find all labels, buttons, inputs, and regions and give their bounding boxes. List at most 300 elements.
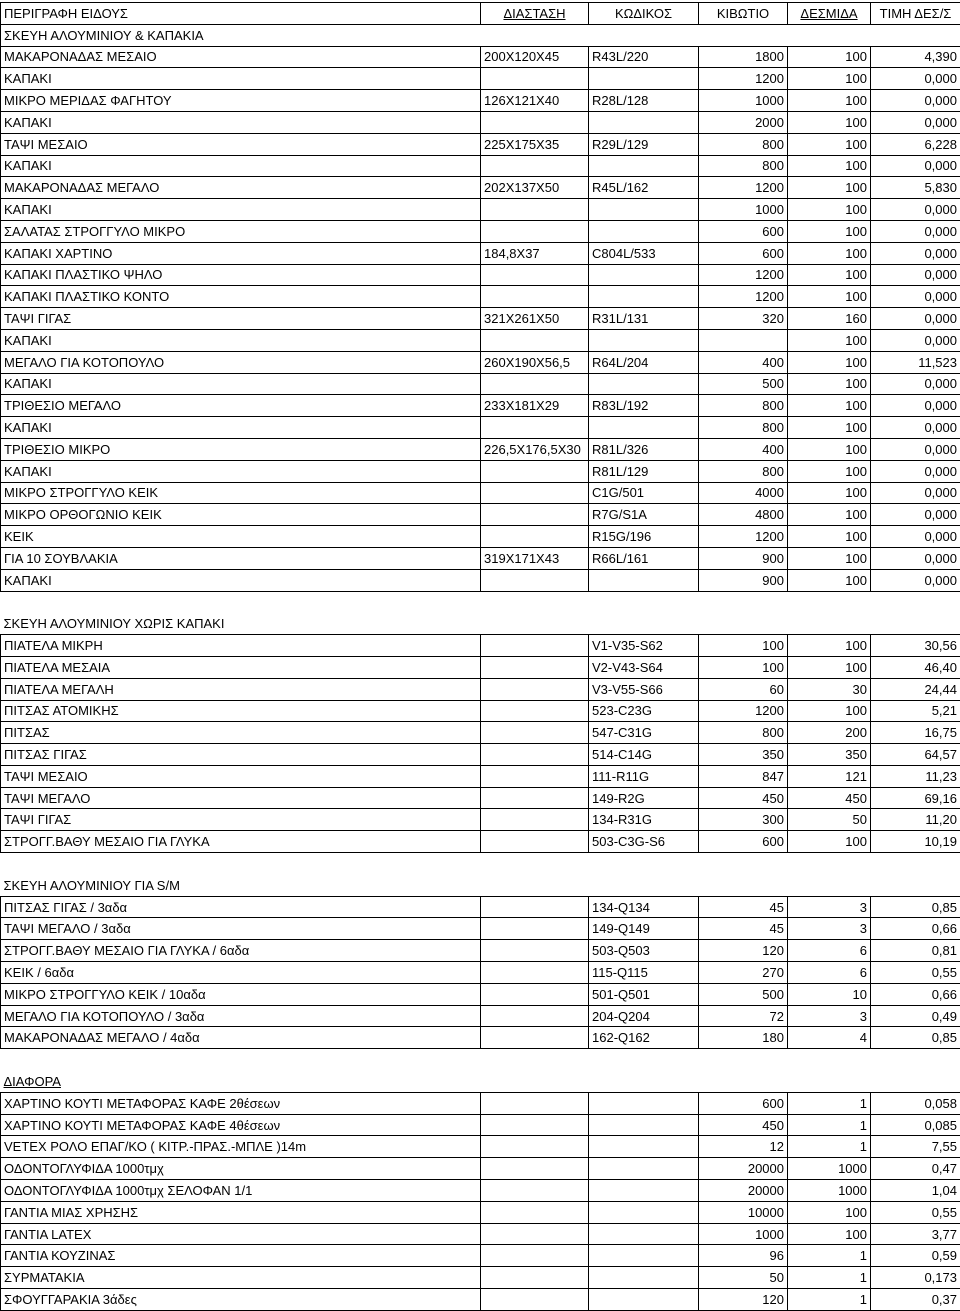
item-description: ΧΑΡΤΙΝΟ ΚΟΥΤΙ ΜΕΤΑΦΟΡΑΣ ΚΑΦΕ 4θέσεων	[1, 1114, 481, 1136]
item-bundle: 121	[788, 765, 871, 787]
item-bundle: 100	[788, 569, 871, 591]
item-description: ΜΕΓΑΛΟ ΓΙΑ ΚΟΤΟΠΟΥΛΟ / 3αδα	[1, 1005, 481, 1027]
table-row	[1, 286, 960, 308]
item-dimension	[481, 700, 589, 722]
table-row	[1, 1005, 960, 1027]
table-row	[1, 700, 960, 722]
table-row	[1, 896, 960, 918]
item-bundle: 3	[788, 918, 871, 940]
item-dimension	[481, 155, 589, 177]
item-price: 0,49	[871, 1005, 960, 1027]
item-price: 7,55	[871, 1136, 960, 1158]
item-description: ΜΑΚΑΡΟΝΑΔΑΣ ΜΕΓΑΛΟ / 4αδα	[1, 1027, 481, 1049]
item-price: 0,000	[871, 438, 960, 460]
item-code	[589, 1289, 699, 1311]
item-description: ΟΔΟΝΤΟΓΛΥΦΙΔΑ 1000τμχ ΣΕΛΟΦΑΝ 1/1	[1, 1180, 481, 1202]
table-row	[1, 809, 960, 831]
item-code: 514-C14G	[589, 744, 699, 766]
item-box: 1200	[699, 177, 788, 199]
item-bundle: 1	[788, 1136, 871, 1158]
item-dimension	[481, 744, 589, 766]
item-description: ΚΑΠΑΚΙ ΠΛΑΣΤΙΚΟ ΨΗΛΟ	[1, 264, 481, 286]
item-dimension: 200Χ120Χ45	[481, 46, 589, 68]
table-row	[1, 678, 960, 700]
item-dimension	[481, 264, 589, 286]
item-code: V3-V55-S66	[589, 678, 699, 700]
section-title: ΣΚΕΥΗ ΑΛΟΥΜΙΝΙΟΥ ΧΩΡΙΣ ΚΑΠΑΚΙ	[1, 613, 960, 635]
item-code	[589, 329, 699, 351]
item-price: 11,523	[871, 351, 960, 373]
item-code	[589, 220, 699, 242]
item-code	[589, 1180, 699, 1202]
item-price: 0,000	[871, 329, 960, 351]
item-price: 0,058	[871, 1092, 960, 1114]
spacer-cell	[871, 1049, 960, 1071]
item-price: 30,56	[871, 635, 960, 657]
item-description: ΚΑΠΑΚΙ	[1, 417, 481, 439]
item-box: 800	[699, 417, 788, 439]
item-bundle: 100	[788, 1201, 871, 1223]
item-price: 46,40	[871, 656, 960, 678]
item-box: 1200	[699, 264, 788, 286]
item-code: 204-Q204	[589, 1005, 699, 1027]
item-price: 11,23	[871, 765, 960, 787]
item-dimension	[481, 504, 589, 526]
item-description: ΠΙΤΣΑΣ ΓΙΓΑΣ	[1, 744, 481, 766]
item-dimension	[481, 220, 589, 242]
item-code: R15G/196	[589, 526, 699, 548]
item-code	[589, 1092, 699, 1114]
item-bundle: 100	[788, 242, 871, 264]
item-dimension	[481, 962, 589, 984]
item-code: 501-Q501	[589, 983, 699, 1005]
header-box: ΚΙΒΩΤΙΟ	[699, 3, 788, 25]
item-bundle: 1	[788, 1114, 871, 1136]
item-bundle: 100	[788, 351, 871, 373]
table-row	[1, 940, 960, 962]
item-description: ΚΑΠΑΚΙ	[1, 569, 481, 591]
item-bundle: 1	[788, 1267, 871, 1289]
table-row	[1, 547, 960, 569]
table-row	[1, 329, 960, 351]
item-box: 60	[699, 678, 788, 700]
table-row	[1, 656, 960, 678]
item-description: ΣΤΡΟΓΓ.ΒΑΘΥ ΜΕΣΑΙΟ ΓΙΑ ΓΛΥΚΑ	[1, 831, 481, 853]
item-box: 20000	[699, 1180, 788, 1202]
item-description: ΓΙΑ 10 ΣΟΥΒΛΑΚΙΑ	[1, 547, 481, 569]
section-title: ΔΙΑΦΟΡΑ	[1, 1071, 960, 1093]
item-bundle: 160	[788, 308, 871, 330]
item-code: R64L/204	[589, 351, 699, 373]
item-price: 0,000	[871, 220, 960, 242]
item-bundle: 100	[788, 90, 871, 112]
header-description: ΠΕΡΙΓΡΑΦΗ ΕΙΔΟΥΣ	[1, 3, 481, 25]
section-title-row	[1, 874, 960, 896]
item-description: ΚΑΠΑΚΙ	[1, 460, 481, 482]
item-code: 115-Q115	[589, 962, 699, 984]
table-row	[1, 395, 960, 417]
item-box: 900	[699, 547, 788, 569]
item-bundle: 100	[788, 547, 871, 569]
item-code: 503-Q503	[589, 940, 699, 962]
price-list-table	[0, 2, 960, 1311]
table-row	[1, 1158, 960, 1180]
item-box: 100	[699, 635, 788, 657]
spacer-cell	[788, 1049, 871, 1071]
item-price: 0,085	[871, 1114, 960, 1136]
item-box: 50	[699, 1267, 788, 1289]
item-description: ΠΙΤΣΑΣ ΑΤΟΜΙΚΗΣ	[1, 700, 481, 722]
item-bundle: 100	[788, 417, 871, 439]
table-row	[1, 199, 960, 221]
item-dimension	[481, 1223, 589, 1245]
item-bundle: 100	[788, 504, 871, 526]
item-code: R81L/129	[589, 460, 699, 482]
item-bundle: 100	[788, 133, 871, 155]
item-box: 1200	[699, 526, 788, 548]
item-dimension	[481, 722, 589, 744]
item-code: C1G/501	[589, 482, 699, 504]
item-bundle: 30	[788, 678, 871, 700]
section-title-row	[1, 613, 960, 635]
item-price: 0,55	[871, 962, 960, 984]
item-description: ΣΑΛΑΤΑΣ ΣΤΡΟΓΓΥΛΟ ΜΙΚΡΟ	[1, 220, 481, 242]
item-bundle: 6	[788, 940, 871, 962]
item-box: 4000	[699, 482, 788, 504]
table-row	[1, 722, 960, 744]
item-price: 5,21	[871, 700, 960, 722]
item-price: 16,75	[871, 722, 960, 744]
table-row	[1, 1201, 960, 1223]
table-row	[1, 504, 960, 526]
item-price: 5,830	[871, 177, 960, 199]
item-code	[589, 1267, 699, 1289]
spacer-cell	[871, 853, 960, 875]
item-box: 2000	[699, 111, 788, 133]
item-price: 3,77	[871, 1223, 960, 1245]
section-title-row	[1, 24, 960, 46]
spacer-cell	[871, 591, 960, 613]
table-row	[1, 635, 960, 657]
item-bundle: 1	[788, 1092, 871, 1114]
item-box: 1000	[699, 90, 788, 112]
table-row	[1, 46, 960, 68]
item-box: 600	[699, 242, 788, 264]
item-dimension: 321X261X50	[481, 308, 589, 330]
item-code	[589, 264, 699, 286]
item-description: ΜΕΓΑΛΟ ΓΙΑ ΚΟΤΟΠΟΥΛΟ	[1, 351, 481, 373]
item-box: 270	[699, 962, 788, 984]
item-box: 400	[699, 351, 788, 373]
item-box: 600	[699, 831, 788, 853]
item-box: 800	[699, 722, 788, 744]
section-spacer	[1, 853, 960, 875]
item-box: 320	[699, 308, 788, 330]
item-dimension: 184,8Χ37	[481, 242, 589, 264]
item-price: 0,000	[871, 286, 960, 308]
spacer-cell	[589, 591, 699, 613]
item-bundle: 3	[788, 1005, 871, 1027]
table-row	[1, 787, 960, 809]
item-price: 4,390	[871, 46, 960, 68]
item-dimension	[481, 329, 589, 351]
spacer-cell	[1, 853, 481, 875]
item-dimension	[481, 678, 589, 700]
item-description: ΤΑΨΙ ΓΙΓΑΣ	[1, 809, 481, 831]
item-code	[589, 1201, 699, 1223]
item-code: R81L/326	[589, 438, 699, 460]
item-description: ΠΙΑΤΕΛΑ ΜΕΓΑΛΗ	[1, 678, 481, 700]
item-description: ΤΑΨΙ ΜΕΣΑΙΟ	[1, 133, 481, 155]
item-dimension	[481, 482, 589, 504]
item-dimension	[481, 1005, 589, 1027]
item-bundle: 100	[788, 68, 871, 90]
item-description: ΓΑΝΤΙΑ ΜΙΑΣ ΧΡΗΣΗΣ	[1, 1201, 481, 1223]
item-box: 10000	[699, 1201, 788, 1223]
item-price: 0,55	[871, 1201, 960, 1223]
item-description: ΜΙΚΡΟ ΟΡΘΟΓΩΝΙΟ ΚΕΙΚ	[1, 504, 481, 526]
item-code: R45L/162	[589, 177, 699, 199]
item-box: 1000	[699, 199, 788, 221]
item-box: 120	[699, 940, 788, 962]
item-dimension	[481, 286, 589, 308]
item-bundle: 100	[788, 700, 871, 722]
item-bundle: 100	[788, 373, 871, 395]
spacer-cell	[788, 591, 871, 613]
spacer-cell	[1, 591, 481, 613]
item-box: 100	[699, 656, 788, 678]
item-code	[589, 373, 699, 395]
table-row	[1, 569, 960, 591]
item-dimension	[481, 1201, 589, 1223]
section-title: ΣΚΕΥΗ ΑΛΟΥΜΙΝΙΟΥ & ΚΑΠΑΚΙΑ	[1, 24, 960, 46]
item-box: 300	[699, 809, 788, 831]
item-bundle: 6	[788, 962, 871, 984]
header-dimension: ΔΙΑΣΤΑΣΗ	[481, 3, 589, 25]
table-row	[1, 264, 960, 286]
item-description: ΣΦΟΥΓΓΑΡΑΚΙΑ 3άδες	[1, 1289, 481, 1311]
item-bundle: 100	[788, 656, 871, 678]
spacer-cell	[699, 853, 788, 875]
item-code: 523-C23G	[589, 700, 699, 722]
item-description: ΤΑΨΙ ΜΕΓΑΛΟ / 3αδα	[1, 918, 481, 940]
item-dimension	[481, 1136, 589, 1158]
item-price: 0,85	[871, 1027, 960, 1049]
item-description: ΚΑΠΑΚΙ ΧΑΡΤΙΝΟ	[1, 242, 481, 264]
item-price: 0,000	[871, 199, 960, 221]
item-box: 120	[699, 1289, 788, 1311]
item-price: 1,04	[871, 1180, 960, 1202]
item-price: 64,57	[871, 744, 960, 766]
item-description: ΓΑΝΤΙΑ LATEX	[1, 1223, 481, 1245]
item-price: 0,000	[871, 308, 960, 330]
table-row	[1, 526, 960, 548]
item-description: ΚΑΠΑΚΙ	[1, 373, 481, 395]
item-description: ΠΙΑΤΕΛΑ ΜΕΣΑΙΑ	[1, 656, 481, 678]
table-row	[1, 962, 960, 984]
item-price: 0,000	[871, 264, 960, 286]
item-bundle: 100	[788, 264, 871, 286]
item-code: R83L/192	[589, 395, 699, 417]
item-price: 0,000	[871, 155, 960, 177]
item-bundle: 1	[788, 1245, 871, 1267]
item-code	[589, 1136, 699, 1158]
item-bundle: 4	[788, 1027, 871, 1049]
item-bundle: 100	[788, 831, 871, 853]
table-row	[1, 438, 960, 460]
table-row	[1, 308, 960, 330]
table-row	[1, 1267, 960, 1289]
item-price: 0,37	[871, 1289, 960, 1311]
item-box: 500	[699, 983, 788, 1005]
item-dimension: 319X171X43	[481, 547, 589, 569]
item-code	[589, 111, 699, 133]
table-row	[1, 111, 960, 133]
table-row	[1, 1289, 960, 1311]
item-code: 134-Q134	[589, 896, 699, 918]
section-title: ΣΚΕΥΗ ΑΛΟΥΜΙΝΙΟΥ ΓΙΑ S/M	[1, 874, 960, 896]
item-description: ΚΑΠΑΚΙ	[1, 155, 481, 177]
item-dimension	[481, 809, 589, 831]
item-description: ΚΑΠΑΚΙ ΠΛΑΣΤΙΚΟ ΚΟΝΤΟ	[1, 286, 481, 308]
item-bundle: 100	[788, 395, 871, 417]
item-bundle: 100	[788, 46, 871, 68]
item-dimension	[481, 1027, 589, 1049]
table-row	[1, 373, 960, 395]
item-price: 0,173	[871, 1267, 960, 1289]
table-row	[1, 133, 960, 155]
item-box: 800	[699, 460, 788, 482]
spacer-cell	[699, 1049, 788, 1071]
item-bundle: 100	[788, 1223, 871, 1245]
item-description: ΜΙΚΡΟ ΣΤΡΟΓΓΥΛΟ ΚΕΙΚ / 10αδα	[1, 983, 481, 1005]
item-box: 900	[699, 569, 788, 591]
item-dimension	[481, 635, 589, 657]
item-dimension	[481, 940, 589, 962]
item-dimension: 126X121X40	[481, 90, 589, 112]
item-price: 0,66	[871, 918, 960, 940]
item-price: 0,47	[871, 1158, 960, 1180]
table-row	[1, 1136, 960, 1158]
table-row	[1, 983, 960, 1005]
item-bundle: 1	[788, 1289, 871, 1311]
item-description: ΤΡΙΘΕΣΙΟ ΜΙΚΡΟ	[1, 438, 481, 460]
item-dimension	[481, 918, 589, 940]
item-box: 500	[699, 373, 788, 395]
item-description: ΠΙΤΣΑΣ ΓΙΓΑΣ / 3αδα	[1, 896, 481, 918]
item-dimension: 226,5Χ176,5Χ30	[481, 438, 589, 460]
item-bundle: 1000	[788, 1180, 871, 1202]
table-row	[1, 1092, 960, 1114]
item-price: 0,000	[871, 395, 960, 417]
table-row	[1, 155, 960, 177]
item-dimension: 202Χ137Χ50	[481, 177, 589, 199]
table-row	[1, 177, 960, 199]
item-code: 503-C3G-S6	[589, 831, 699, 853]
price-list-body	[1, 3, 960, 1311]
item-description: ΣΥΡΜΑΤΑΚΙΑ	[1, 1267, 481, 1289]
item-price: 11,20	[871, 809, 960, 831]
item-description: ΤΑΨΙ ΜΕΣΑΙΟ	[1, 765, 481, 787]
spacer-cell	[481, 1049, 589, 1071]
item-box: 350	[699, 744, 788, 766]
item-price: 0,59	[871, 1245, 960, 1267]
item-dimension	[481, 656, 589, 678]
item-box: 45	[699, 918, 788, 940]
spacer-cell	[589, 853, 699, 875]
item-box: 400	[699, 438, 788, 460]
table-row	[1, 460, 960, 482]
section-title-row	[1, 1071, 960, 1093]
item-description: ΠΙΑΤΕΛΑ ΜΙΚΡΗ	[1, 635, 481, 657]
item-box: 96	[699, 1245, 788, 1267]
table-row	[1, 220, 960, 242]
header-row	[1, 3, 960, 25]
item-dimension	[481, 896, 589, 918]
item-box: 12	[699, 1136, 788, 1158]
item-box: 72	[699, 1005, 788, 1027]
item-code: R28L/128	[589, 90, 699, 112]
table-row	[1, 1223, 960, 1245]
item-code: 111-R11G	[589, 765, 699, 787]
item-price: 6,228	[871, 133, 960, 155]
table-row	[1, 90, 960, 112]
item-box: 450	[699, 1114, 788, 1136]
item-code: V2-V43-S64	[589, 656, 699, 678]
item-code	[589, 417, 699, 439]
item-price: 10,19	[871, 831, 960, 853]
item-price: 0,000	[871, 547, 960, 569]
item-bundle: 100	[788, 155, 871, 177]
item-price: 0,000	[871, 526, 960, 548]
item-dimension	[481, 1267, 589, 1289]
item-code: 134-R31G	[589, 809, 699, 831]
item-bundle: 100	[788, 199, 871, 221]
item-dimension	[481, 831, 589, 853]
item-bundle: 100	[788, 111, 871, 133]
item-bundle: 100	[788, 329, 871, 351]
item-description: ΤΑΨΙ ΓΙΓΑΣ	[1, 308, 481, 330]
item-code	[589, 286, 699, 308]
table-row	[1, 765, 960, 787]
table-row	[1, 417, 960, 439]
item-bundle: 10	[788, 983, 871, 1005]
item-dimension	[481, 1245, 589, 1267]
item-price: 0,000	[871, 90, 960, 112]
item-description: ΤΑΨΙ ΜΕΓΑΛΟ	[1, 787, 481, 809]
item-dimension	[481, 373, 589, 395]
item-description: ΜΙΚΡΟ ΣΤΡΟΓΓΥΛΟ ΚΕΙΚ	[1, 482, 481, 504]
item-description: ΜΑΚΑΡΟΝΑΔΑΣ ΜΕΓΑΛΟ	[1, 177, 481, 199]
item-bundle: 200	[788, 722, 871, 744]
item-dimension	[481, 765, 589, 787]
item-price: 0,000	[871, 417, 960, 439]
item-box: 1000	[699, 1223, 788, 1245]
item-code: 547-C31G	[589, 722, 699, 744]
table-row	[1, 1027, 960, 1049]
item-description: ΠΙΤΣΑΣ	[1, 722, 481, 744]
item-box: 800	[699, 395, 788, 417]
header-code: ΚΩΔΙΚΟΣ	[589, 3, 699, 25]
item-price: 0,000	[871, 569, 960, 591]
item-code: 149-Q149	[589, 918, 699, 940]
table-row	[1, 482, 960, 504]
item-price: 24,44	[871, 678, 960, 700]
item-bundle: 100	[788, 526, 871, 548]
item-dimension	[481, 526, 589, 548]
item-box: 1200	[699, 286, 788, 308]
item-description: ΚΑΠΑΚΙ	[1, 111, 481, 133]
